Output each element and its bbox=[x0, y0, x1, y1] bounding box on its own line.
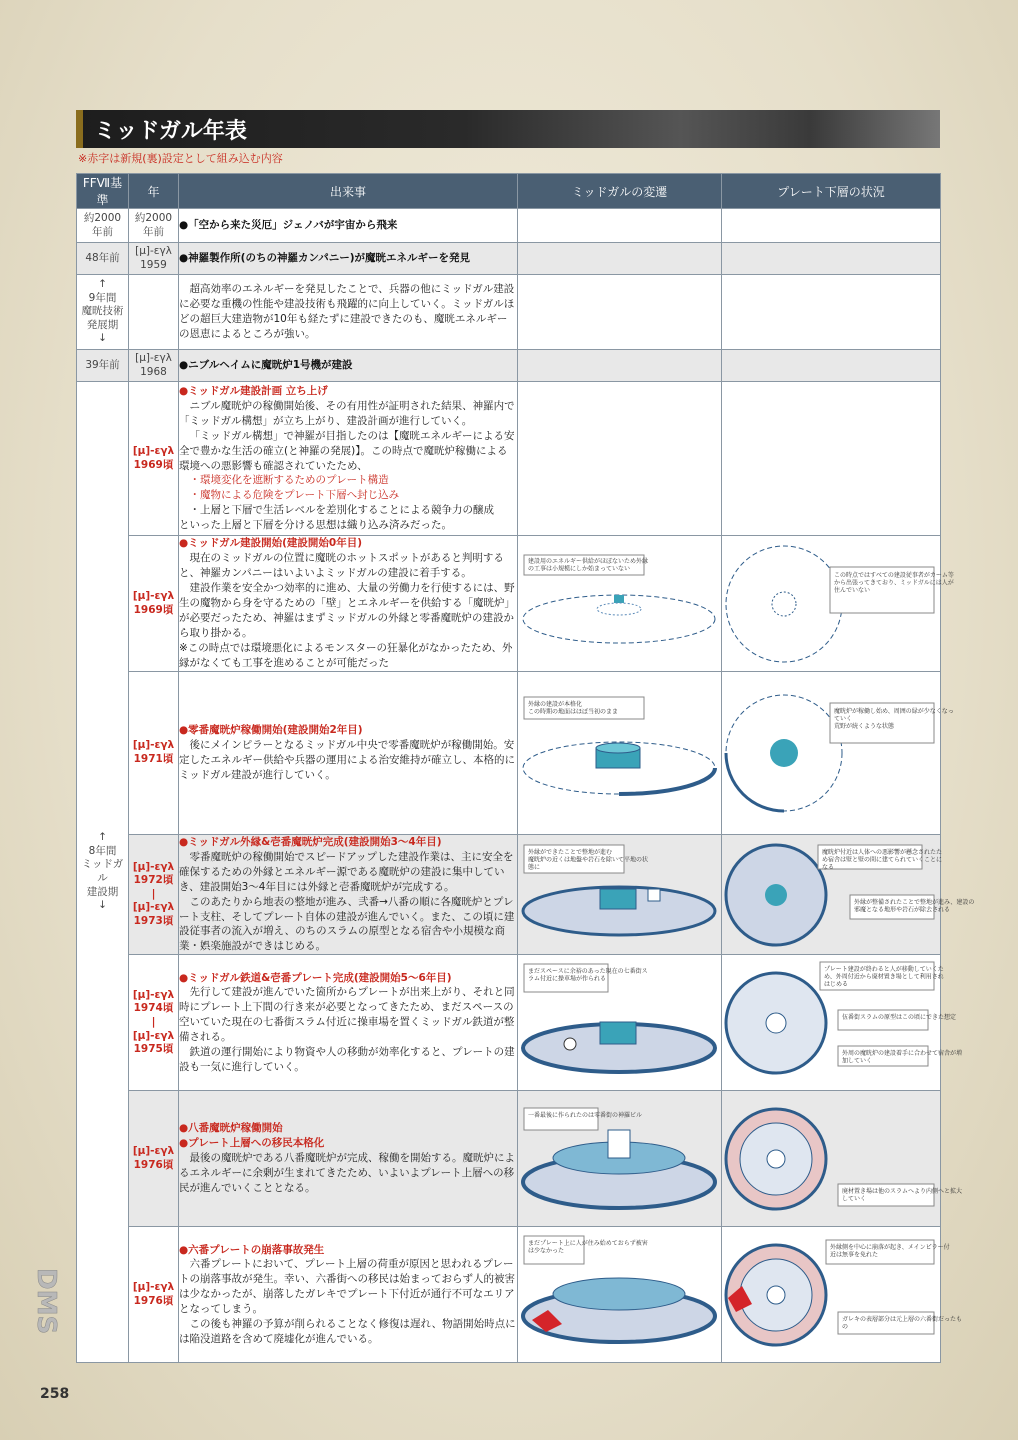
row-lower-cell bbox=[722, 350, 941, 382]
callout-text: 建設用のエネルギー供給がほぼないため外縁の工事は小規模にしか始まっていない bbox=[528, 557, 649, 572]
header-event: 出来事 bbox=[179, 174, 518, 209]
midgar-diagram bbox=[518, 1092, 720, 1226]
reactor-zero bbox=[770, 739, 798, 767]
midgar-diagram-cell bbox=[518, 536, 722, 672]
table-row bbox=[77, 955, 941, 1091]
event-line: ・上層と下層で生活レベルを差別化することによる競争力の醸成 bbox=[189, 504, 494, 517]
row-text: 超高効率のエネルギーを発見したことで、兵器の他にミッドガル建設に必要な重機の性能や建設技術も飛躍的に向上していく。ミッドガルほどの超巨大建造物が10年も経たずに建設できたのも、魔晄エネルギーの恩恵によるところが強い。 bbox=[179, 275, 518, 350]
reactor-zero bbox=[600, 889, 636, 909]
midgar-diagram-cell bbox=[518, 835, 722, 955]
event-heading: ●ミッドガル建設計画 立ち上げ bbox=[179, 384, 328, 397]
event-line: 後にメインピラーとなるミッドガル中央で零番魔晄炉が稼働開始。安定したエネルギー供給や兵器の運用による治安維持が確立し、本格的にミッドガル建設が進行していく。 bbox=[179, 739, 515, 781]
midgar-diagram-cell bbox=[518, 672, 722, 835]
row-year: [μ]-εγλ 1959 bbox=[129, 243, 179, 275]
callout-text: 一番最後に作られたのは零番街の神羅ビル bbox=[528, 1111, 643, 1119]
callout-text: 魔晄炉が稼働し始め、周囲の緑が少なくなっていく荒野が続くような状態 bbox=[834, 707, 954, 730]
header-row bbox=[77, 174, 941, 209]
callout-text: 伍番街スラムの原型はこの頃にできた想定 bbox=[842, 1013, 956, 1021]
red-text-note: ※赤字は新規(裏)設定として組み込む内容 bbox=[78, 152, 283, 165]
table-row bbox=[77, 1227, 941, 1363]
event-heading: ●零番魔晄炉稼働開始(建設開始2年目) bbox=[179, 724, 363, 737]
row-year: [μ]-εγλ 1971頃 bbox=[129, 672, 179, 835]
event-line: このあたりから地表の整地が進み、弐番→八番の順に各魔晄炉とプレート支柱、そしてプレート自体の建設が進んでいく。また、この頃に建設従事者の流入が増え、のちのスラムの原型となる宿舎や小規模な商業・娯楽施設ができはじめる。 bbox=[179, 895, 515, 953]
title-bar bbox=[76, 110, 940, 148]
lower-diagram bbox=[722, 673, 954, 834]
page-number: 258 bbox=[40, 1386, 70, 1402]
event-heading: ●六番プレートの崩落事故発生 bbox=[179, 1243, 325, 1256]
midgar-diagram bbox=[518, 956, 720, 1090]
event-line: 最後の魔晄炉である八番魔晄炉が完成、稼働を開始する。魔晄炉によるエネルギーに余剰が生まれてきたため、いよいよプレート上層への移民が進んでいくこととなる。 bbox=[179, 1152, 515, 1195]
lower-diagram bbox=[722, 841, 975, 949]
event-line: 現在のミッドガルの位置に魔晄のホットスポットがあると判明すると、神羅カンパニーはいよいよミッドガルの建設に着手する。 bbox=[179, 552, 504, 580]
table-row bbox=[77, 209, 941, 243]
event-line: といった上層と下層を分ける思想は織り込み済みだった。 bbox=[179, 519, 452, 532]
midgar-diagram-cell bbox=[518, 955, 722, 1091]
callout-text: 魔晄炉付近は人体への悪影響が懸念されたため宿舎は壁と壁の間に建てられていくことになる bbox=[822, 848, 943, 871]
page-title: ミッドガル年表 bbox=[94, 119, 247, 144]
event-line: 建設作業を安全かつ効率的に進め、大量の労働力を行使するには、野生の魔物から身を守るための「壁」とエネルギーを供給する「魔晄炉」が必要だったため、神羅はまずミッドガルの外縁と零番魔晄炉の建設から取り掛かる。 bbox=[179, 582, 515, 639]
row-event: ●ニブルヘイムに魔晄炉1号機が建設 bbox=[179, 350, 518, 382]
shinra-building bbox=[608, 1130, 630, 1158]
event-line: 鉄道の運行開始により物資や人の移動が効率化すると、プレートの建設も一気に進行していく。 bbox=[179, 1046, 515, 1074]
table-row bbox=[77, 382, 941, 536]
callout-text: 廃材置き場は他のスラムへより内側へと拡大していく bbox=[842, 1187, 962, 1203]
timeline-table bbox=[76, 173, 975, 1363]
center-area bbox=[772, 592, 796, 616]
row-event bbox=[179, 1091, 518, 1227]
reactor-zero bbox=[600, 1022, 636, 1044]
event-line: 「ミッドガル構想」で神羅が目指したのは【魔晄エネルギーによる安全で豊かな生活の確立(と神羅の発展)】。この時点で魔晄炉稼働による環境への悪影響も確認されていたため、 bbox=[179, 429, 515, 472]
row-event bbox=[179, 672, 518, 835]
row-midgar-cell bbox=[518, 350, 722, 382]
row-event bbox=[179, 955, 518, 1091]
midgar-diagram-cell bbox=[518, 1227, 722, 1363]
row-lower-cell bbox=[722, 382, 941, 536]
callout-text: まだスペースに余裕のあった現在の七番街スラム付近に操車場が作られる bbox=[528, 967, 648, 983]
header-standard: FFⅦ基準 bbox=[77, 174, 129, 209]
callout-text: ガレキの表層部分は元上層の六番街だったもの bbox=[842, 1315, 963, 1331]
row-standard: 48年前 bbox=[77, 243, 129, 275]
midgar-diagram bbox=[518, 673, 720, 834]
row-event bbox=[179, 536, 518, 672]
event-heading: ●ミッドガル鉄道&壱番プレート完成(建設開始5～6年目) bbox=[179, 971, 452, 984]
period-construction: ↑ 8年間 ミッドガル 建設期 ↓ bbox=[77, 382, 129, 1363]
row-year: [μ]-εγλ 1969頃 bbox=[129, 536, 179, 672]
row-year: 約2000 年前 bbox=[129, 209, 179, 243]
event-line: ・環境変化を遮断するためのプレート構造 bbox=[189, 474, 389, 487]
reactor-top bbox=[596, 743, 640, 753]
table-row bbox=[77, 350, 941, 382]
lower-diagram-cell bbox=[722, 672, 954, 835]
callout-text: 外周の魔晄炉の建設着手に合わせて宿舎が増加していく bbox=[842, 1049, 963, 1065]
lower-diagram-cell bbox=[722, 1091, 962, 1227]
event-line: ・魔物による危険をプレート下層へ封じ込み bbox=[189, 489, 400, 502]
reactor-core bbox=[614, 595, 624, 603]
event-line: 零番魔晄炉の稼働開始でスピードアップした建設作業は、主に安全を確保するための外縁とエネルギー源である魔晄炉の建設に集中していき、建設開始3～4年目には外縁と壱番魔晄炉が完成する。 bbox=[179, 850, 514, 893]
reactor-zero bbox=[767, 1286, 785, 1304]
table-row bbox=[77, 672, 941, 835]
event-heading: ●ミッドガル外縁&壱番魔晄炉完成(建設開始3～4年目) bbox=[179, 836, 442, 848]
callout-text: 外縁ができたことで整地が進む魔晄炉の近くは地盤や岩石を除いて平地の状態に bbox=[528, 848, 649, 871]
reactor-zero bbox=[766, 1013, 786, 1033]
table-row bbox=[77, 275, 941, 350]
row-event: ●神羅製作所(のちの神羅カンパニー)が魔晄エネルギーを発見 bbox=[179, 243, 518, 275]
row-event bbox=[179, 835, 518, 955]
midgar-diagram bbox=[518, 841, 720, 949]
row-lower-cell bbox=[722, 243, 941, 275]
callout-text: 外縁の建設が本格化この時期の地面はほぼ当初のまま bbox=[528, 700, 619, 715]
train-station bbox=[564, 1038, 576, 1050]
header-midgar-change: ミッドガルの変遷 bbox=[518, 174, 722, 209]
table-row bbox=[77, 243, 941, 275]
row-midgar-cell bbox=[518, 243, 722, 275]
period-tech-development: ↑ 9年間 魔晄技術 発展期 ↓ bbox=[77, 275, 129, 350]
callout-text: プレート建設が終わると人が移動していくため、外周付近から廃材置き場として利用されはじめる bbox=[824, 965, 944, 988]
row-event: ●「空から来た災厄」ジェノバが宇宙から飛来 bbox=[179, 209, 518, 243]
row-lower-cell bbox=[722, 275, 941, 350]
upper-plate bbox=[553, 1278, 685, 1310]
lower-diagram-cell bbox=[722, 955, 963, 1091]
callout-text: 外縁が整備されたことで整地が進み、建設の邪魔となる地形や岩石が除去される bbox=[854, 898, 975, 914]
event-line: ※この時点では環境悪化によるモンスターの狂暴化がなかったため、外縁がなくても工事を進めることが可能だった bbox=[179, 641, 513, 669]
midgar-diagram bbox=[518, 537, 720, 671]
lower-diagram bbox=[722, 537, 954, 671]
lower-diagram bbox=[722, 956, 963, 1090]
lower-diagram bbox=[722, 1228, 963, 1362]
row-year bbox=[129, 275, 179, 350]
callout-text: 外縁側を中心に崩落が起き、メインピラー付近は無事を免れた bbox=[830, 1243, 950, 1259]
event-line: この後も神羅の予算が削られることなく修復は遅れ、物語開始時点には陥没道路を含めて廃墟化が進んでいる。 bbox=[179, 1318, 516, 1346]
event-line: 六番プレートにおいて、プレート上層の荷重が原因と思われるプレートの崩落事故が発生。幸い、六番街への移民は始まっておらず人的被害は少なかったが、崩落したガレキでプレート下付近が通行不可なエリアとなってしまう。 bbox=[179, 1258, 515, 1316]
row-year: [μ]-εγλ 1974頃 | [μ]-εγλ 1975頃 bbox=[129, 955, 179, 1091]
row-standard: 約2000 年前 bbox=[77, 209, 129, 243]
row-event bbox=[179, 382, 518, 536]
row-year: [μ]-εγλ 1968 bbox=[129, 350, 179, 382]
title-accent bbox=[76, 110, 83, 148]
table-row bbox=[77, 1091, 941, 1227]
reactor-zero bbox=[767, 1150, 785, 1168]
lower-diagram-cell bbox=[722, 835, 975, 955]
header-lower-plate: プレート下層の状況 bbox=[722, 174, 941, 209]
row-year: [μ]-εγλ 1969頃 bbox=[129, 382, 179, 536]
header-year: 年 bbox=[129, 174, 179, 209]
row-year: [μ]-εγλ 1976頃 bbox=[129, 1091, 179, 1227]
midgar-diagram bbox=[518, 1228, 720, 1362]
callout-text: この時点ではすべての建設従事者がカーム等から出張ってきており、ミッドガルには人が住んでいない bbox=[834, 571, 954, 594]
lower-diagram-cell bbox=[722, 536, 954, 672]
lower-diagram bbox=[722, 1092, 962, 1226]
outer-wall bbox=[726, 546, 842, 662]
row-midgar-cell bbox=[518, 209, 722, 243]
reactor-zero bbox=[765, 884, 787, 906]
row-midgar-cell bbox=[518, 275, 722, 350]
midgar-diagram-cell bbox=[518, 1091, 722, 1227]
row-standard: 39年前 bbox=[77, 350, 129, 382]
event-heading: ●ミッドガル建設開始(建設開始0年目) bbox=[179, 537, 363, 550]
event-heading: ●プレート上層への移民本格化 bbox=[179, 1137, 325, 1150]
event-line: ニブル魔晄炉の稼働開始後、その有用性が証明された結果、神羅内で「ミッドガル構想」が立ち上がり、建設計画が進行していく。 bbox=[179, 399, 515, 427]
reactor-one bbox=[648, 889, 660, 901]
row-lower-cell bbox=[722, 209, 941, 243]
reactor-base bbox=[597, 603, 641, 615]
row-year: [μ]-εγλ 1972頃 | [μ]-εγλ 1973頃 bbox=[129, 835, 179, 955]
row-year: [μ]-εγλ 1976頃 bbox=[129, 1227, 179, 1363]
callout-text: まだプレート上に人が住み始めておらず被害は少なかった bbox=[528, 1239, 648, 1255]
row-midgar-cell bbox=[518, 382, 722, 536]
event-heading: ●八番魔晄炉稼働開始 bbox=[179, 1122, 283, 1135]
lower-diagram-cell bbox=[722, 1227, 963, 1363]
table-row bbox=[77, 536, 941, 672]
event-line: 先行して建設が進んでいた箇所からプレートが出来上がり、それと同時にプレート上下間の行き来が必要となってきたため、まだスペースの空いていた現在の七番街スラム付近に操車場を置くミッドガル鉄道が整備される。 bbox=[179, 986, 515, 1044]
stamp-text: DMS bbox=[31, 1268, 61, 1335]
outer-wall-built bbox=[619, 768, 715, 794]
table-row bbox=[77, 835, 941, 955]
row-event bbox=[179, 1227, 518, 1363]
